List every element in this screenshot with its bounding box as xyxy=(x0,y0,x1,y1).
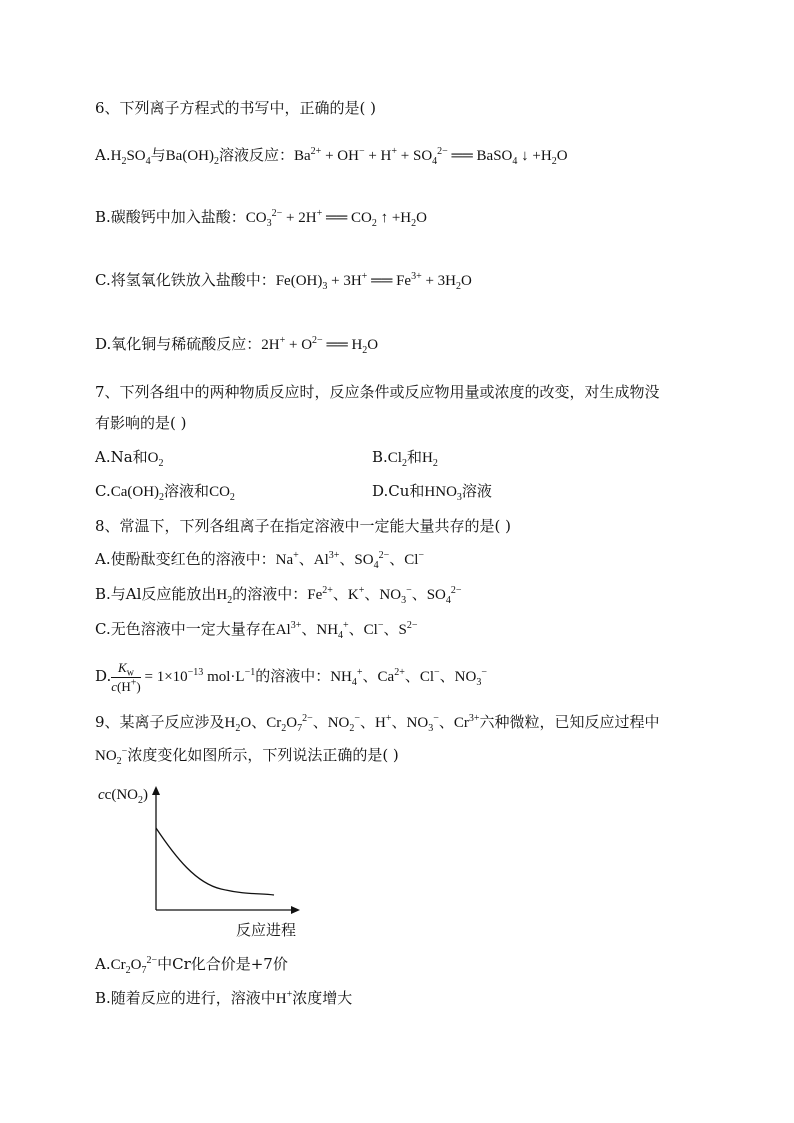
q8-option-c: C.无色溶液中一定大量存在$Al^{3+}$、$NH_4^+$、Cl−、$S^{2-}$ xyxy=(95,620,418,641)
graph-y-arrow xyxy=(152,786,160,795)
q8-stem: 8、常温下，下列各组离子在指定溶液中一定能大量共存的是( ) xyxy=(95,517,512,535)
q7-stem-line2: 有影响的是( ) xyxy=(95,414,187,432)
q6-option-b: B.碳酸钙中加入盐酸：$CO_3^{2-} + 2H^+$ ══ $CO_2$ ↑ $+H_2O$ xyxy=(95,208,427,229)
q7-option-a: A.Na和$O_2$ xyxy=(95,448,164,469)
q6-stem: 6、下列离子方程式的书写中，正确的是( ) xyxy=(95,99,377,117)
q6-option-c: C.将氢氧化铁放入盐酸中：$Fe(OH)_3 + 3H^+$ ══ $Fe^{3+} + 3H_2O$ xyxy=(95,271,472,292)
q8-option-a: A.使酚酞变红色的溶液中：Na+、$Al^{3+}$、$SO_4^{2-}$、Cl− xyxy=(95,550,425,571)
q9-stem-line2: $NO_2^-$浓度变化如图所示，下列说法正确的是( ) xyxy=(95,746,399,767)
q7-option-c: $C.Ca(OH)_2$溶液和$CO_2$ xyxy=(95,482,235,503)
q9-option-b: B.随着反应的进行，溶液中H+浓度增大 xyxy=(95,989,353,1007)
q6-option-a: $A.H_2SO_4$与$Ba(OH)_2$溶液反应：$Ba^{2+} + OH^- + H^+ + SO_4^{2-}$ ══ BaSO$_4$ ↓ $+H_2O$ xyxy=(95,146,568,167)
graph-curve xyxy=(156,828,274,895)
q8-option-d: D. $\frac{K_w}{c(H^+)}$ = $1\times 10^{-13}$ $mol\cdot L^{-1}$的溶液中：$NH_4^+$、$Ca^{2+}$、Cl−、$NO_3^-$ xyxy=(95,659,487,694)
q9-option-a: $A.Cr_2O_7^{2-}$中Cr化合价是+7价 xyxy=(95,955,288,976)
q9-stem-line1: 9、某离子反应涉及$H_2O$、$Cr_2O_7^{2-}$、$NO_2^-$、H+、$NO_3^-$、$Cr^{3+}$六种微粒，已知反应过程中 xyxy=(95,713,660,734)
q7-stem-line1: 7、下列各组中的两种物质反应时，反应条件或反应物用量或浓度的改变，对生成物没 xyxy=(95,383,660,401)
concentration-graph xyxy=(96,783,316,947)
graph-x-arrow xyxy=(291,906,300,914)
q7-option-b: $B.Cl_2$和$H_2$ xyxy=(372,448,438,469)
q6-option-d: D.氧化铜与稀硫酸反应：$2H^+ + O^{2-}$ ══ $H_2O$ xyxy=(95,335,379,356)
q7-option-d: D.Cu和$HNO_3$溶液 xyxy=(372,482,492,503)
graph-y-label: $cc(NO_2)$ xyxy=(98,787,148,806)
graph-x-label: 反应进程 xyxy=(236,921,297,939)
q8-option-b: B.与Al反应能放出$H_2$的溶液中：$Fe^{2+}$、K+、$NO_3^-$、$SO_4^{2-}$ xyxy=(95,585,462,606)
